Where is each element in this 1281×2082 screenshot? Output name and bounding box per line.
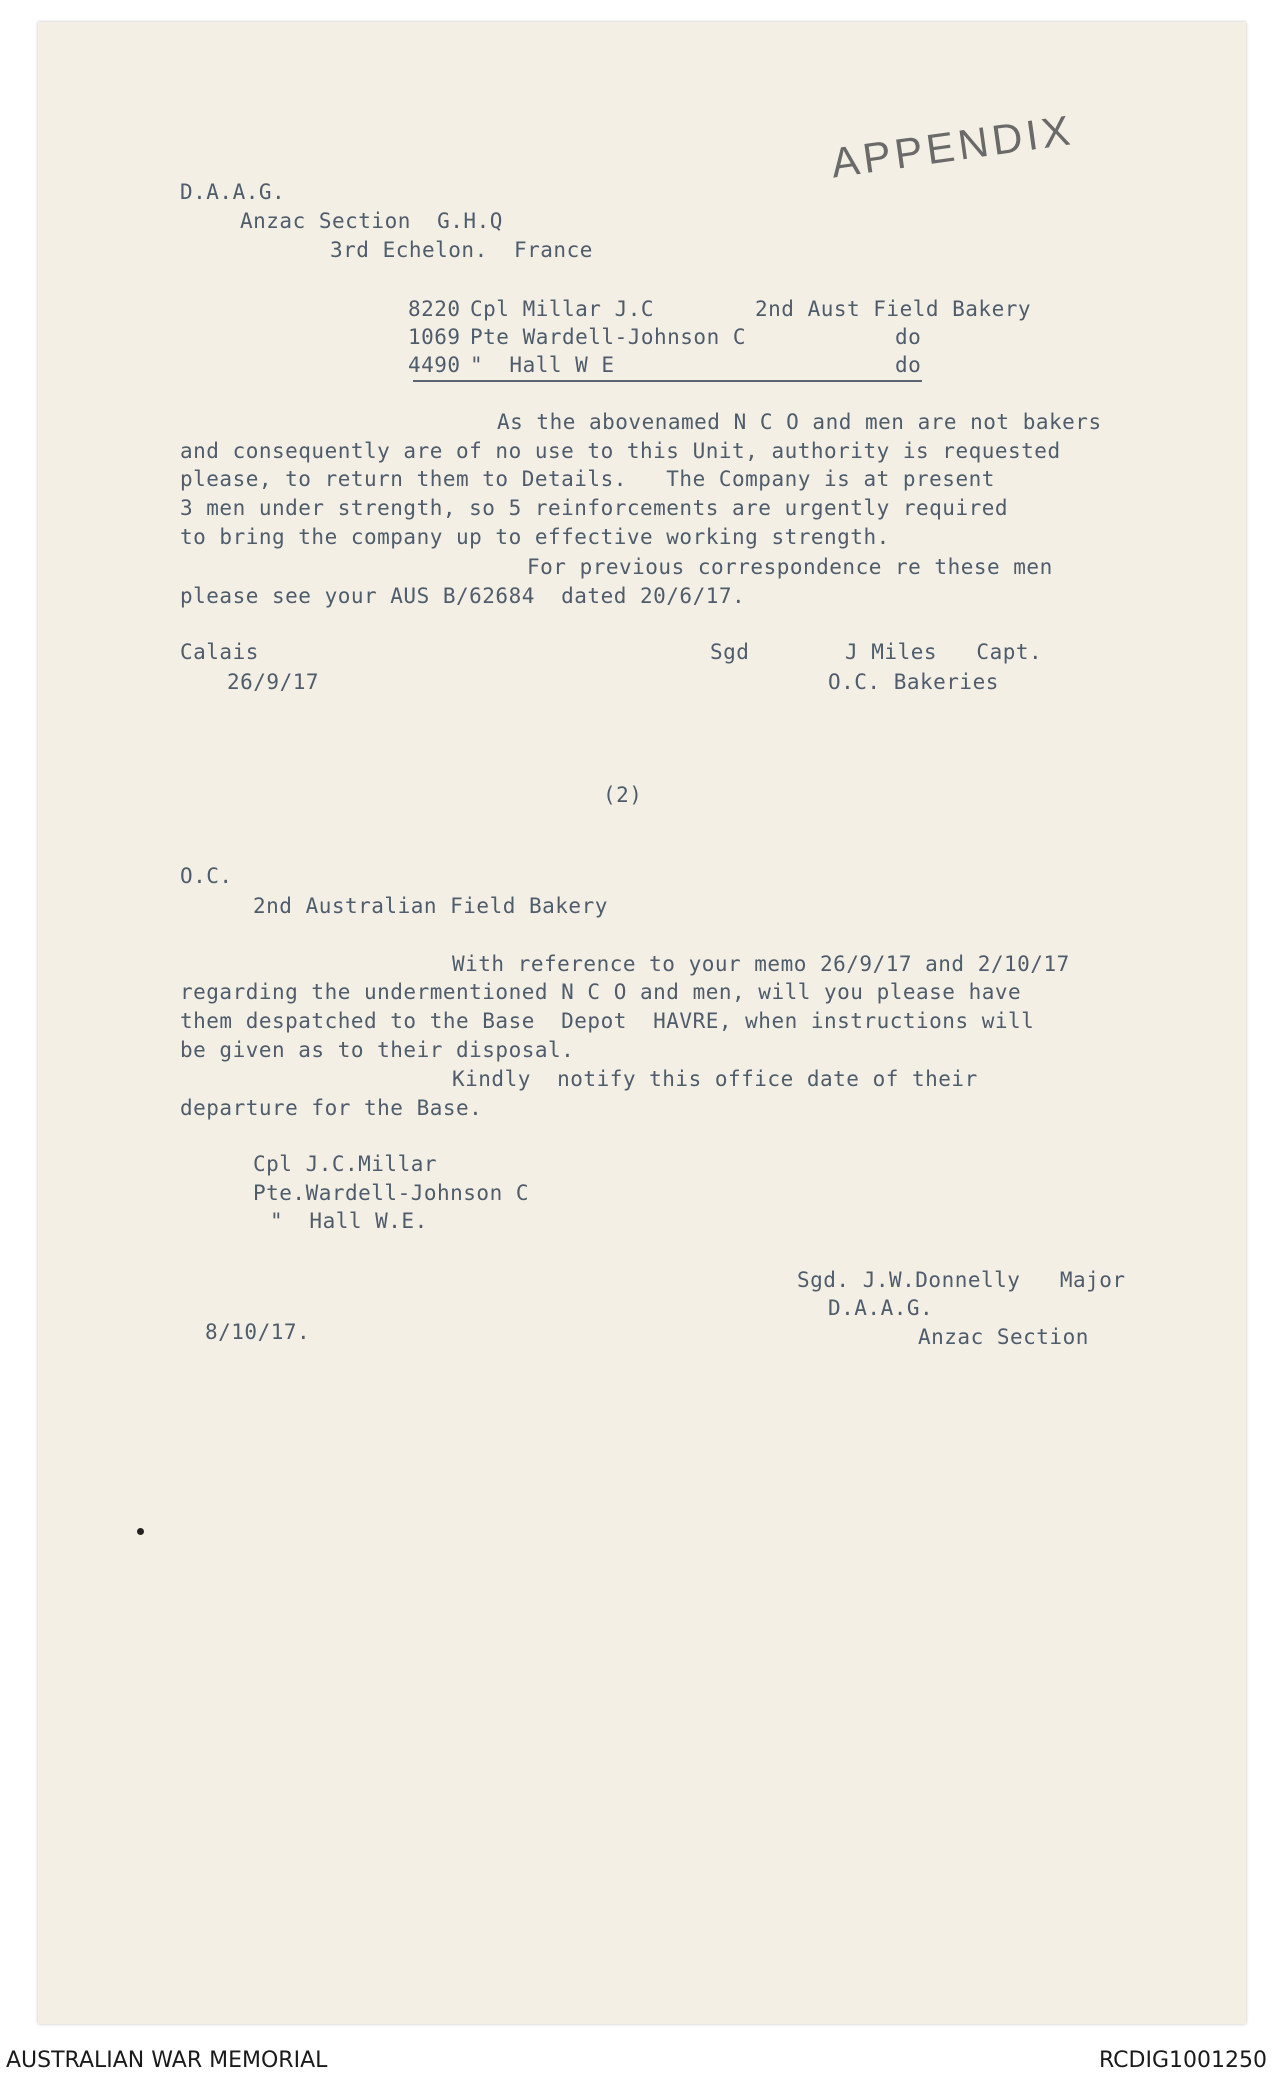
memo1-place: Calais	[180, 640, 259, 664]
memo2-signature-line: D.A.A.G.	[828, 1296, 934, 1320]
memo1-addressee-line: Anzac Section G.H.Q	[240, 209, 503, 233]
memo2-name: " Hall W.E.	[270, 1209, 428, 1233]
personnel-name: Cpl Millar J.C	[470, 297, 655, 321]
section-number: (2)	[603, 783, 643, 807]
memo1-body-line: to bring the company up to effective working strength.	[180, 525, 890, 549]
memo1-body-line: and consequently are of no use to this Unit, authority is requested	[180, 439, 1061, 463]
memo2-name: Pte.Wardell-Johnson C	[253, 1181, 530, 1205]
memo2-body-line: Kindly notify this office date of their	[452, 1067, 978, 1091]
memo2-body-line: them despatched to the Base Depot HAVRE, when instructions will	[180, 1009, 1035, 1033]
memo2-signature-line: Sgd. J.W.Donnelly Major	[797, 1268, 1126, 1292]
memo2-addressee-line: O.C.	[180, 864, 233, 888]
memo2-body-line: With reference to your memo 26/9/17 and 2/10/17	[452, 952, 1070, 976]
memo1-addressee-line: D.A.A.G.	[180, 180, 286, 204]
memo1-addressee-line: 3rd Echelon. France	[330, 238, 593, 262]
personnel-name: " Hall W E	[470, 353, 615, 377]
memo1-signatory: J Miles Capt.	[845, 640, 1043, 664]
memo2-body-line: be given as to their disposal.	[180, 1038, 575, 1062]
memo1-body-line: please see your AUS B/62684 dated 20/6/17.	[180, 584, 746, 608]
personnel-number: 1069	[408, 325, 461, 349]
personnel-unit: do	[895, 353, 922, 377]
memo2-signature-line: Anzac Section	[918, 1325, 1089, 1349]
memo2-addressee-line: 2nd Australian Field Bakery	[253, 894, 608, 918]
appendix-stamp: APPENDIX	[828, 105, 1077, 187]
footer-record-id: RCDIG1001250	[1098, 2048, 1267, 2073]
personnel-unit: do	[895, 325, 922, 349]
memo2-body-line: regarding the undermentioned N C O and men, will you please have	[180, 980, 1022, 1004]
memo1-body-line: please, to return them to Details. The Company is at present	[180, 467, 995, 491]
memo1-body-line: As the abovenamed N C O and men are not bakers	[497, 410, 1102, 434]
footer-archive-name: AUSTRALIAN WAR MEMORIAL	[6, 2048, 328, 2073]
ink-dot	[137, 1528, 144, 1535]
personnel-number: 4490	[408, 353, 461, 377]
memo1-signatory-title: O.C. Bakeries	[828, 670, 999, 694]
memo2-name: Cpl J.C.Millar	[253, 1152, 438, 1176]
memo1-sgd: Sgd	[710, 640, 750, 664]
memo1-body-line: 3 men under strength, so 5 reinforcements are urgently required	[180, 496, 1009, 520]
personnel-name: Pte Wardell-Johnson C	[470, 325, 747, 349]
personnel-unit: 2nd Aust Field Bakery	[755, 297, 1032, 321]
memo1-body-line: For previous correspondence re these men	[527, 555, 1053, 579]
memo2-date: 8/10/17.	[205, 1320, 311, 1344]
personnel-number: 8220	[408, 297, 461, 321]
memo1-date: 26/9/17	[227, 670, 320, 694]
memo2-body-line: departure for the Base.	[180, 1096, 483, 1120]
personnel-underline	[413, 380, 922, 382]
